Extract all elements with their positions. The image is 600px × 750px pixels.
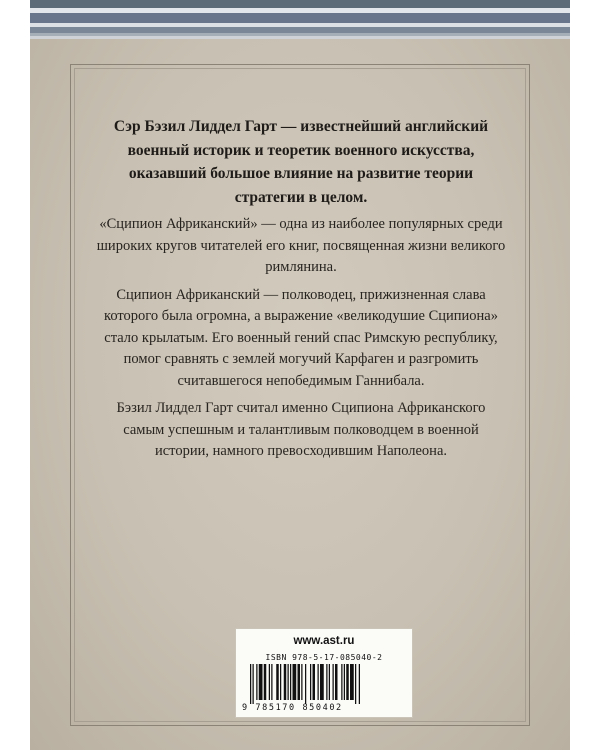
description-paragraph: «Сципион Африканский» — одна из наиболее популярных среди широких кругов читателей его книг, посвященная жизни великого римлянина. [96, 216, 506, 275]
description-paragraph: Бэзил Лиддел Гарт считал именно Сципиона Африканского самым успешным и талантливым полководцем в военной истории, намного превосходившим Наполеона. [116, 400, 486, 459]
barcode-digits: 9 785170 850402 [242, 703, 343, 713]
barcode-bar [250, 664, 251, 704]
barcode-bar [346, 664, 349, 700]
barcode-bar [305, 664, 306, 704]
barcode-bar [280, 664, 281, 700]
top-stripe [30, 13, 570, 23]
isbn-text: ISBN 978-5-17-085040-2 [265, 653, 383, 662]
description [96, 214, 506, 469]
barcode-bar [298, 664, 301, 700]
description-paragraph: Сципион Африканский — полководец, прижизненная слава которого была огромна, а выражение «великодушие Сципиона» стало крылатым. Его военный гений спас Римскую республику, помог сравнять с землей могучий Карфаген и разгромить считавшегося непобедимым Ганнибала. [104, 286, 498, 389]
barcode-bar [256, 664, 257, 700]
barcode-bar [288, 664, 289, 700]
top-stripe [30, 36, 570, 39]
barcode-bar [341, 664, 342, 700]
barcode-bar [326, 664, 327, 700]
barcode-bar [276, 664, 279, 700]
barcode-bar [344, 664, 345, 700]
barcode-bar [350, 664, 354, 700]
barcode [250, 664, 398, 704]
barcode-bar [293, 664, 297, 700]
lead-paragraph: Сэр Бэзил Лиддел Гарт — известнейший английский военный историк и теоретик военного искусства, оказавший большое влияние на развитие теории стратегии в целом. [113, 118, 489, 206]
barcode-bar [333, 664, 334, 700]
back-cover [30, 0, 570, 750]
barcode-bar [284, 664, 287, 700]
barcode-bar [290, 664, 291, 700]
barcode-bar [264, 664, 267, 700]
top-stripe [30, 0, 570, 8]
barcode-bar [310, 664, 311, 700]
barcode-bar [313, 664, 316, 700]
publisher-url: www.ast.ru [293, 635, 355, 647]
barcode-bar [259, 664, 263, 700]
barcode-bar [318, 664, 319, 700]
barcode-box [235, 628, 413, 718]
barcode-bar [301, 664, 302, 700]
barcode-bar [335, 664, 338, 700]
barcode-bar [329, 664, 330, 700]
barcode-bar [269, 664, 270, 700]
barcode-bar [359, 664, 360, 704]
barcode-bar [320, 664, 324, 700]
barcode-bar [355, 664, 356, 704]
barcode-bar [253, 664, 254, 704]
barcode-bar [271, 664, 272, 700]
